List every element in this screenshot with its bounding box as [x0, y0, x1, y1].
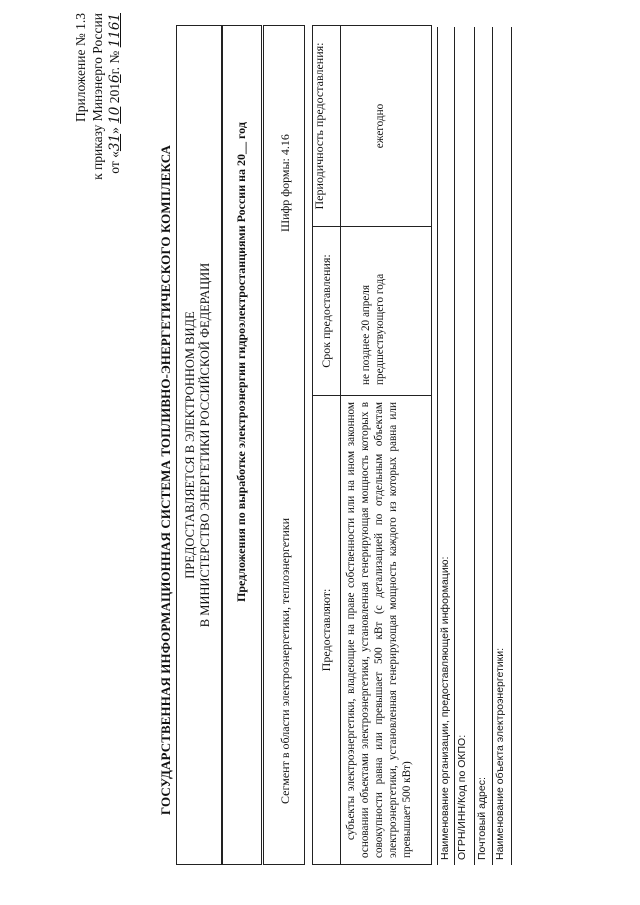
- electronic-line-2: В МИНИСТЕРСТВО ЭНЕРГЕТИКИ РОССИЙСКОЙ ФЕДЕРАЦИИ: [198, 262, 212, 628]
- system-title: ГОСУДАРСТВЕННАЯ ИНФОРМАЦИОННАЯ СИСТЕМА ТОПЛИВНО-ЭНЕРГЕТИЧЕСКОГО КОМПЛЕКСА: [158, 144, 173, 816]
- order-number: 1161: [107, 13, 123, 48]
- electronic-submission-box: [176, 25, 222, 865]
- date-year-prefix: 201: [107, 82, 122, 107]
- info-organization-name: Наименование организации, предоставляющей информацию:: [437, 27, 452, 865]
- deadline-text: не позднее 20 апреля предшествующего года: [360, 273, 386, 385]
- deadline-header: Срок предоставления:: [313, 227, 341, 395]
- submitters-text: субъекты электроэнергетики, владеющие на праве собственности или на ином законном основании объектами электроэнергетики, установленная генерирующая мощность которых в совокупности равна или превышает 500 кВт (с детализацией по отдельным объектам электроэнергетики, установленная генерирующая мощность каждого из которых равна или превышает 500 кВт): [345, 402, 413, 858]
- form-code: Шифр формы: 4.16: [278, 134, 292, 232]
- info-object-name: Наименование объекта электроэнергетики:: [492, 27, 507, 865]
- appendix-date-line: [106, 13, 124, 193]
- deadline-column: [313, 226, 431, 395]
- info-postal-address: Почтовый адрес:: [474, 27, 489, 865]
- periodicity-header: Периодичность предоставления:: [313, 26, 341, 226]
- order-number-label: г. №: [107, 47, 122, 75]
- appendix-order: к приказу Минэнерго России: [90, 13, 105, 180]
- organization-info-list: [437, 27, 512, 865]
- submitters-header: Предоставляют:: [313, 396, 341, 864]
- date-year-digit: 6: [107, 74, 123, 83]
- electronic-line-1: ПРЕДОСТАВЛЯЕТСЯ В ЭЛЕКТРОННОМ ВИДЕ: [183, 311, 197, 579]
- info-ogrn-inn: ОГРН/ИНН/Код по ОКПО:: [454, 27, 469, 865]
- segment-box: [263, 25, 305, 865]
- report-title: Предложения по выработке электроэнергии гидроэлектростанциями России на 20__ год: [234, 122, 248, 602]
- appendix-number: Приложение № 1.3: [73, 13, 88, 122]
- date-mid: »: [107, 123, 122, 134]
- date-prefix: от «: [107, 151, 122, 174]
- date-day: 31: [107, 133, 123, 152]
- date-month: 10: [107, 106, 123, 124]
- segment-label: Сегмент в области электроэнергетики, теплоэнергетики: [278, 517, 292, 804]
- submitters-column: [313, 395, 431, 864]
- periodicity-column: [313, 26, 431, 226]
- submission-table: [312, 25, 432, 865]
- report-title-box: [222, 25, 262, 865]
- periodicity-text: ежегодно: [374, 103, 386, 149]
- appendix-header: [72, 13, 124, 193]
